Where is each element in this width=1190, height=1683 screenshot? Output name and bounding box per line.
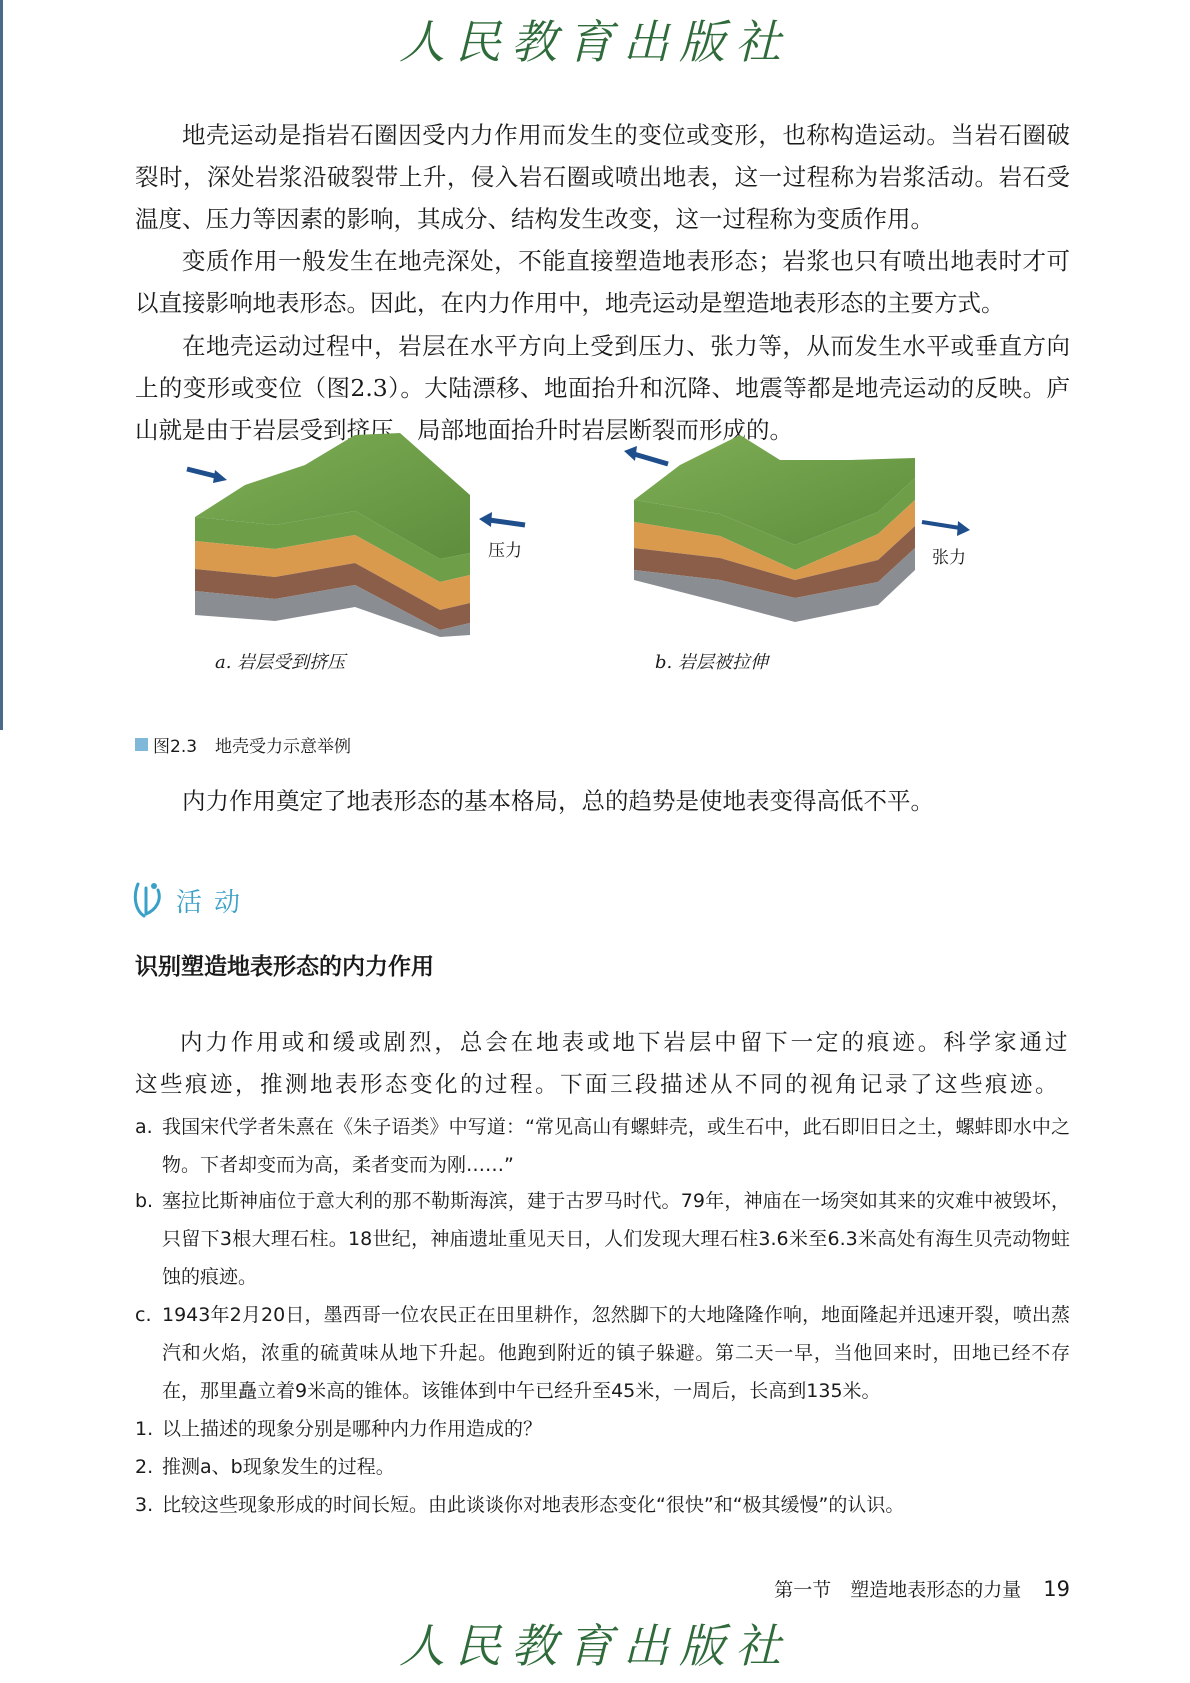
activity-header: [132, 880, 252, 920]
figure-a-label: a. 岩层受到挤压: [215, 652, 346, 673]
caption-number: 图2.3: [153, 737, 198, 757]
tension-label: 张力: [932, 548, 966, 568]
paragraph-strata-deformation: 在地壳运动过程中，岩层在水平方向上受到压力、张力等，从而发生水平或垂直方向上的变形或变位（图2.3）。大陆漂移、地面抬升和沉降、地震等都是地壳运动的反映。庐山就是由于岩层受到挤压，局部地面抬升时岩层断裂而形成的。: [135, 332, 1070, 444]
caption-marker: [135, 738, 148, 751]
paragraph-metamorphism: 变质作用一般发生在地壳深处，不能直接塑造地表形态；岩浆也只有喷出地表时才可以直接影响地表形态。因此，在内力作用中，地壳运动是塑造地表形态的主要方式。: [135, 247, 1070, 317]
activity-icon: [132, 880, 166, 920]
list-text: 我国宋代学者朱熹在《朱子语类》中写道：“常见高山有螺蚌壳，或生石中，此石即旧日之土，螺蚌即水中之物。下者却变而为高，柔者变而为刚……”: [162, 1116, 1070, 1176]
question-marker: 1.: [135, 1418, 154, 1440]
paragraph-crustal-movement: 地壳运动是指岩石圈因受内力作用而发生的变位或变形，也称构造运动。当岩石圈破裂时，深处岩浆沿破裂带上升，侵入岩石圈或喷出地表，这一过程称为岩浆活动。岩石受温度、压力等因素的影响，其成分、结构发生改变，这一过程称为变质作用。: [135, 121, 1070, 233]
caption-text: 地壳受力示意举例: [215, 737, 352, 757]
list-marker: c.: [135, 1304, 152, 1326]
activity-intro: 内力作用或和缓或剧烈，总会在地表或地下岩层中留下一定的痕迹。科学家通过这些痕迹，推测地表形态变化的过程。下面三段描述从不同的视角记录了这些痕迹。: [135, 1030, 1070, 1098]
page-footer: [774, 1575, 1070, 1602]
list-marker: b.: [135, 1190, 154, 1212]
activity-title: 活动: [176, 887, 253, 918]
question-item: [135, 1410, 1070, 1448]
question-text: 以上描述的现象分别是哪种内力作用造成的？: [162, 1418, 543, 1440]
list-marker: a.: [135, 1116, 153, 1138]
page-number: 19: [1043, 1577, 1070, 1601]
question-item: [135, 1486, 1070, 1524]
list-item: [135, 1182, 1070, 1296]
list-text: 1943年2月20日，墨西哥一位农民正在田里耕作，忽然脚下的大地隆隆作响，地面隆起并迅速开裂，喷出蒸汽和火焰，浓重的硫黄味从地下升起。他跑到附近的镇子躲避。第二天一早，当他回来时，田地已经不存在，那里矗立着9米高的锥体。该锥体到中午已经升至45米，一周后，长高到135米。: [162, 1304, 1070, 1402]
figure-compression-block: [185, 425, 555, 640]
list-text: 塞拉比斯神庙位于意大利的那不勒斯海滨，建于古罗马时代。79年，神庙在一场突如其来的灾难中被毁坏，只留下3根大理石柱。18世纪，神庙遗址重见天日，人们发现大理石柱3.6米至6.3米高处有海生贝壳动物蛀蚀的痕迹。: [162, 1190, 1070, 1288]
tension-arrow-right: [922, 521, 970, 536]
footer-section-title: 第一节 塑造地表形态的力量: [774, 1579, 1022, 1601]
figure-b-label: b. 岩层被拉伸: [655, 652, 768, 673]
publisher-logo-bottom: 人民教育出版社: [399, 1619, 791, 1673]
list-item: [135, 1296, 1070, 1410]
paragraph-internal-forces-summary: 内力作用奠定了地表形态的基本格局，总的趋势是使地表变得高低不平。: [182, 787, 934, 815]
activity-subtitle: 识别塑造地表形态的内力作用: [135, 954, 434, 980]
page-edge-rule: [0, 0, 3, 730]
pressure-label: 压力: [488, 541, 522, 561]
tension-arrow-left: [624, 446, 668, 464]
question-item: [135, 1448, 1070, 1486]
list-item: [135, 1108, 1070, 1184]
pressure-arrow-left: [187, 469, 227, 483]
question-marker: 2.: [135, 1456, 154, 1478]
pressure-arrow-right: [479, 512, 525, 527]
question-text: 推测a、b现象发生的过程。: [162, 1456, 395, 1478]
question-text: 比较这些现象形成的时间长短。由此谈谈你对地表形态变化“很快”和“极其缓慢”的认识。: [162, 1494, 905, 1516]
question-marker: 3.: [135, 1494, 154, 1516]
figure-tension-block: [620, 430, 980, 630]
publisher-logo-top: 人民教育出版社: [399, 15, 791, 69]
figure-caption: [135, 732, 351, 757]
